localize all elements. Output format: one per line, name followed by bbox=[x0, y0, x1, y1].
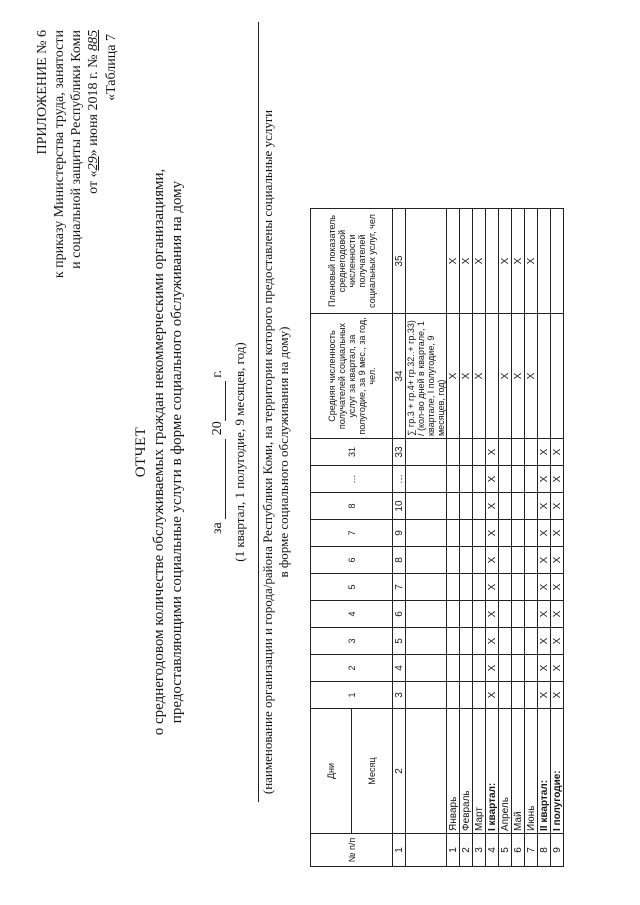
day-cell bbox=[447, 547, 460, 574]
day-cell: X bbox=[486, 628, 499, 655]
table-label: «Таблица 7 bbox=[104, 34, 119, 101]
day-cell bbox=[460, 466, 473, 493]
organization-line bbox=[258, 22, 259, 802]
day-cell bbox=[473, 628, 486, 655]
table-cell bbox=[406, 439, 447, 466]
table-row bbox=[512, 209, 525, 867]
row-month: Март bbox=[473, 709, 486, 834]
day-cell bbox=[499, 493, 512, 520]
column-number: 5 bbox=[393, 628, 406, 655]
day-cell bbox=[447, 682, 460, 709]
day-cell bbox=[473, 520, 486, 547]
table-cell bbox=[406, 547, 447, 574]
formula-cell: ∑ гр.3 + гр.4+ гр.32..+ гр.33) / (кол-во дней в квартале, 1 квартале, I полугодие, 9 месяцев, год) bbox=[406, 314, 447, 439]
row-number: 5 bbox=[499, 834, 512, 867]
header-day: 5 bbox=[311, 574, 393, 601]
day-cell bbox=[525, 439, 538, 466]
day-cell bbox=[512, 628, 525, 655]
day-cell bbox=[460, 439, 473, 466]
table-row bbox=[447, 209, 460, 867]
report-title-line-2: предоставляющими социальные услуги в форме социального обслуживания на дому bbox=[169, 180, 185, 724]
day-cell bbox=[473, 574, 486, 601]
day-cell: X bbox=[538, 682, 551, 709]
average-cell: X bbox=[512, 314, 525, 439]
row-number: 6 bbox=[512, 834, 525, 867]
header-day: 4 bbox=[311, 601, 393, 628]
table-header-row bbox=[311, 209, 352, 867]
average-cell bbox=[538, 314, 551, 439]
day-cell bbox=[460, 547, 473, 574]
header-day: 1 bbox=[311, 682, 393, 709]
appendix-number: ПРИЛОЖЕНИЕ № 6 bbox=[35, 30, 50, 155]
row-month: I квартал: bbox=[486, 709, 499, 834]
day-cell: X bbox=[538, 493, 551, 520]
row-month: Июнь bbox=[525, 709, 538, 834]
day-cell bbox=[447, 439, 460, 466]
column-number: 8 bbox=[393, 547, 406, 574]
table-row bbox=[499, 209, 512, 867]
average-cell: X bbox=[525, 314, 538, 439]
day-cell bbox=[447, 655, 460, 682]
day-cell bbox=[473, 655, 486, 682]
report-title bbox=[132, 12, 186, 892]
day-cell bbox=[512, 466, 525, 493]
header-plan: Плановый показатель среднегодовой численности получателей социальных услуг, чел bbox=[311, 209, 393, 314]
header-day: 2 bbox=[311, 655, 393, 682]
header-average: Средняя численность получателей социальных услуг за квартал, за полугодие, за 9 мес., за год, чел. bbox=[311, 314, 393, 439]
day-cell bbox=[512, 574, 525, 601]
report-title-line-1: о среднегодовом количестве обслуживаемых граждан некоммерческими организациями, bbox=[151, 168, 167, 736]
day-cell: X bbox=[538, 601, 551, 628]
average-cell: X bbox=[447, 314, 460, 439]
row-number: 3 bbox=[473, 834, 486, 867]
day-cell bbox=[525, 466, 538, 493]
day-cell bbox=[499, 628, 512, 655]
row-number: 4 bbox=[486, 834, 499, 867]
day-cell: X bbox=[486, 493, 499, 520]
row-number: 1 bbox=[447, 834, 460, 867]
date-day: 29 bbox=[86, 156, 101, 171]
table-cell bbox=[406, 466, 447, 493]
year-blank bbox=[211, 381, 226, 421]
header-number: № п/п bbox=[311, 834, 393, 867]
order-number: 885 bbox=[86, 30, 101, 51]
day-cell bbox=[499, 466, 512, 493]
plan-cell: X bbox=[512, 209, 525, 314]
day-cell bbox=[447, 466, 460, 493]
row-month: Апрель bbox=[499, 709, 512, 834]
day-cell: X bbox=[538, 439, 551, 466]
day-cell: X bbox=[551, 520, 564, 547]
column-number: 10 bbox=[393, 493, 406, 520]
average-cell: X bbox=[499, 314, 512, 439]
day-cell bbox=[447, 574, 460, 601]
column-number: 35 bbox=[393, 209, 406, 314]
day-cell bbox=[460, 655, 473, 682]
day-cell bbox=[499, 682, 512, 709]
day-cell bbox=[460, 628, 473, 655]
day-cell: X bbox=[486, 439, 499, 466]
table-row bbox=[551, 209, 564, 867]
day-cell bbox=[447, 520, 460, 547]
row-number: 7 bbox=[525, 834, 538, 867]
column-number: 2 bbox=[393, 709, 406, 834]
day-cell: X bbox=[551, 628, 564, 655]
table-cell bbox=[406, 209, 447, 314]
day-cell: X bbox=[551, 601, 564, 628]
day-cell: X bbox=[486, 601, 499, 628]
header-day: 31 bbox=[311, 439, 393, 466]
day-cell bbox=[525, 682, 538, 709]
column-number: 9 bbox=[393, 520, 406, 547]
day-cell bbox=[499, 574, 512, 601]
row-month: I полугодие: bbox=[551, 709, 564, 834]
report-table bbox=[310, 208, 564, 867]
day-cell: X bbox=[538, 547, 551, 574]
header-days: Дни bbox=[311, 709, 352, 834]
day-cell bbox=[460, 493, 473, 520]
day-cell bbox=[473, 601, 486, 628]
day-cell bbox=[512, 439, 525, 466]
header-month: Месяц bbox=[352, 709, 393, 834]
day-cell bbox=[499, 655, 512, 682]
table-cell bbox=[406, 493, 447, 520]
column-number: 34 bbox=[393, 314, 406, 439]
table-row bbox=[473, 209, 486, 867]
day-cell bbox=[525, 655, 538, 682]
average-cell bbox=[486, 314, 499, 439]
column-number: 1 bbox=[393, 834, 406, 867]
day-cell: X bbox=[486, 520, 499, 547]
day-cell bbox=[473, 682, 486, 709]
row-number: 9 bbox=[551, 834, 564, 867]
day-cell bbox=[512, 547, 525, 574]
plan-cell bbox=[538, 209, 551, 314]
table-cell bbox=[406, 601, 447, 628]
plan-cell: X bbox=[525, 209, 538, 314]
organization-note: (наименование организации и города/района Республики Коми, на территории которого предоставлены социальные услуги в форме социального обслуживания на дому) bbox=[260, 109, 291, 795]
day-cell bbox=[499, 520, 512, 547]
report-word: ОТЧЕТ bbox=[133, 426, 149, 478]
header-day: … bbox=[311, 466, 393, 493]
row-month: Февраль bbox=[460, 709, 473, 834]
row-number: 2 bbox=[460, 834, 473, 867]
day-cell bbox=[499, 601, 512, 628]
day-cell bbox=[525, 601, 538, 628]
day-cell bbox=[512, 520, 525, 547]
appendix-date: от «29» июня 2018 г. № 885 bbox=[86, 30, 101, 194]
appendix-line-2: и социальной защиты Республики Коми bbox=[69, 30, 84, 269]
day-cell: X bbox=[486, 682, 499, 709]
table-cell bbox=[406, 655, 447, 682]
day-cell: X bbox=[538, 574, 551, 601]
plan-cell bbox=[486, 209, 499, 314]
row-number: 8 bbox=[538, 834, 551, 867]
day-cell: X bbox=[551, 466, 564, 493]
table-cell bbox=[406, 709, 447, 834]
column-number: 7 bbox=[393, 574, 406, 601]
day-cell bbox=[499, 547, 512, 574]
day-cell bbox=[460, 682, 473, 709]
day-cell bbox=[512, 655, 525, 682]
table-row bbox=[486, 209, 499, 867]
day-cell: X bbox=[551, 655, 564, 682]
day-cell bbox=[525, 493, 538, 520]
day-cell bbox=[512, 493, 525, 520]
day-cell bbox=[473, 439, 486, 466]
day-cell bbox=[447, 601, 460, 628]
day-cell bbox=[499, 439, 512, 466]
day-cell: X bbox=[551, 682, 564, 709]
day-cell: X bbox=[486, 655, 499, 682]
column-number: … bbox=[393, 466, 406, 493]
plan-cell: X bbox=[460, 209, 473, 314]
column-number: 4 bbox=[393, 655, 406, 682]
average-cell bbox=[551, 314, 564, 439]
table-cell bbox=[406, 834, 447, 867]
appendix-header bbox=[34, 30, 102, 278]
day-cell: X bbox=[538, 466, 551, 493]
day-cell bbox=[512, 682, 525, 709]
day-cell bbox=[525, 574, 538, 601]
header-day: 7 bbox=[311, 520, 393, 547]
day-cell: X bbox=[551, 574, 564, 601]
day-cell bbox=[525, 547, 538, 574]
day-cell bbox=[473, 466, 486, 493]
day-cell bbox=[512, 601, 525, 628]
rotated-document-page bbox=[20, 12, 620, 892]
header-day: 8 bbox=[311, 493, 393, 520]
plan-cell: X bbox=[473, 209, 486, 314]
row-month: Май bbox=[512, 709, 525, 834]
column-number: 3 bbox=[393, 682, 406, 709]
day-cell: X bbox=[486, 574, 499, 601]
row-month: II квартал: bbox=[538, 709, 551, 834]
table-cell bbox=[406, 520, 447, 547]
table-row bbox=[538, 209, 551, 867]
table-cell bbox=[406, 628, 447, 655]
day-cell bbox=[460, 520, 473, 547]
average-cell: X bbox=[460, 314, 473, 439]
day-cell: X bbox=[551, 493, 564, 520]
day-cell: X bbox=[486, 466, 499, 493]
day-cell bbox=[473, 493, 486, 520]
column-number-row bbox=[393, 209, 406, 867]
day-cell: X bbox=[551, 547, 564, 574]
formula-row bbox=[406, 209, 447, 867]
period-note: (1 квартал, 1 полугодие, 9 месяцев, год) bbox=[232, 342, 247, 562]
average-cell: X bbox=[473, 314, 486, 439]
row-month: Январь bbox=[447, 709, 460, 834]
day-cell: X bbox=[538, 520, 551, 547]
report-period: за 20 г. bbox=[210, 370, 225, 534]
day-cell bbox=[460, 601, 473, 628]
period-blank bbox=[211, 479, 226, 519]
day-cell: X bbox=[538, 628, 551, 655]
day-cell: X bbox=[538, 655, 551, 682]
header-day: 6 bbox=[311, 547, 393, 574]
day-cell: X bbox=[486, 547, 499, 574]
plan-cell bbox=[551, 209, 564, 314]
day-cell: X bbox=[551, 439, 564, 466]
plan-cell: X bbox=[499, 209, 512, 314]
appendix-line-1: к приказу Министерства труда, занятости bbox=[52, 30, 67, 279]
plan-cell: X bbox=[447, 209, 460, 314]
table-cell bbox=[406, 574, 447, 601]
table-cell bbox=[406, 682, 447, 709]
day-cell bbox=[447, 628, 460, 655]
day-cell bbox=[447, 493, 460, 520]
day-cell bbox=[525, 520, 538, 547]
day-cell bbox=[525, 628, 538, 655]
header-day: 3 bbox=[311, 628, 393, 655]
column-number: 33 bbox=[393, 439, 406, 466]
day-cell bbox=[460, 574, 473, 601]
column-number: 6 bbox=[393, 601, 406, 628]
day-cell bbox=[473, 547, 486, 574]
table-row bbox=[460, 209, 473, 867]
table-row bbox=[525, 209, 538, 867]
